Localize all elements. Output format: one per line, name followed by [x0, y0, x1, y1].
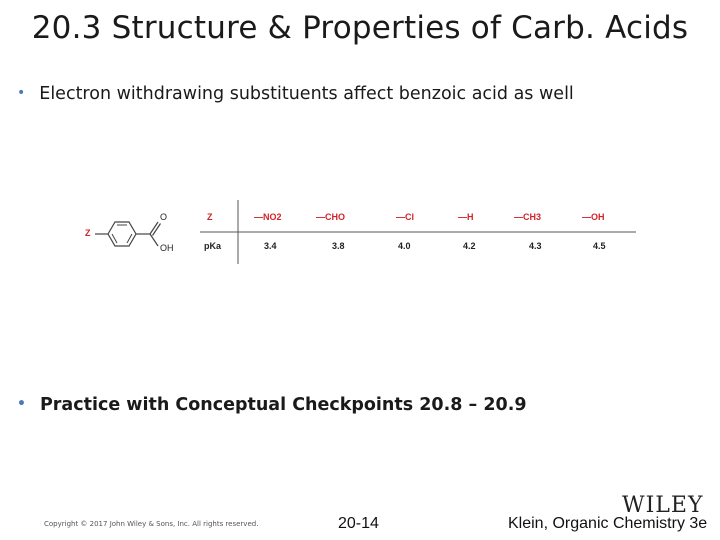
benzoic-acid-figure — [80, 198, 640, 268]
substituent-cell: —CH3 — [514, 212, 542, 222]
substituent-cell: —OH — [582, 212, 605, 222]
carbonyl-oxygen-label: O — [160, 212, 168, 222]
bullet-text: Practice with Conceptual Checkpoints 20.8 – 20.9 — [39, 395, 527, 415]
pka-cell: 4.0 — [398, 241, 411, 251]
pka-cell: 3.4 — [264, 241, 277, 251]
substituent-cell: —CHO — [316, 212, 345, 222]
bullet-item — [17, 395, 527, 415]
pka-cell: 4.5 — [593, 241, 606, 251]
book-credit: Klein, Organic Chemistry 3e — [508, 515, 708, 532]
substituent-cell: —H — [458, 212, 474, 222]
slide-title: 20.3 Structure & Properties of Carb. Acids — [31, 10, 689, 46]
pka-cell: 3.8 — [332, 241, 345, 251]
copyright-text: Copyright © 2017 John Wiley & Sons, Inc. All rights reserved. — [44, 520, 259, 528]
bullet-marker: • — [17, 85, 26, 101]
substituent-z-label: Z — [85, 228, 91, 238]
pka-cell: 4.2 — [463, 241, 476, 251]
bullet-item — [17, 84, 574, 104]
row-header-z: Z — [207, 212, 213, 222]
bullet-marker: • — [17, 396, 26, 412]
bullet-text: Electron withdrawing substituents affect benzoic acid as well — [39, 84, 574, 104]
substituent-cell: —NO2 — [254, 212, 282, 222]
wiley-logo: WILEY — [622, 493, 704, 518]
substituent-cell: —Cl — [396, 212, 414, 222]
row-header-pka: pKa — [204, 241, 222, 251]
hydroxyl-label: OH — [160, 243, 174, 253]
pka-cell: 4.3 — [529, 241, 542, 251]
page-number: 20-14 — [338, 515, 379, 532]
table-lines — [80, 198, 640, 268]
